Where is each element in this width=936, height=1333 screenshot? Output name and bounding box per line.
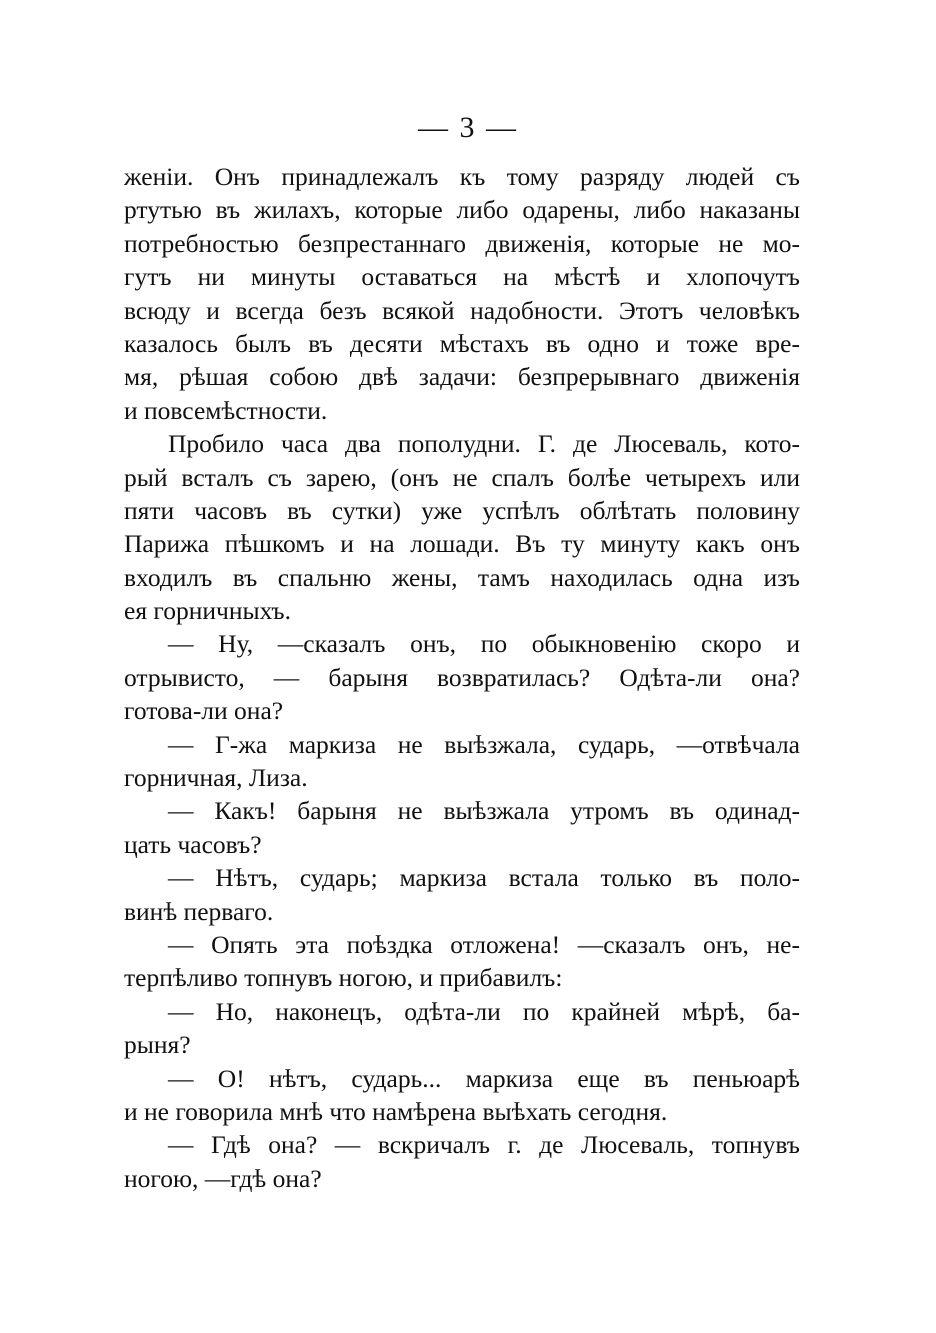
text-line: ногою, —гдѣ она? <box>124 1163 322 1193</box>
text-line: потребностью безпрестаннаго движенія, которые не мо- <box>124 228 800 258</box>
text-line: пяти часовъ въ сутки) уже успѣлъ облѣтать половину <box>124 495 800 525</box>
text-line: горничная, Лиза. <box>124 763 308 793</box>
body-text <box>124 160 800 1195</box>
text-line: винѣ перваго. <box>124 896 274 926</box>
text-line: и не говорила мнѣ что намѣрена выѣхать сегодня. <box>124 1096 668 1126</box>
text-line: — Ну, —сказалъ онъ, по обыкновенію скоро и <box>168 629 800 659</box>
text-line: — О! нѣтъ, сударь... маркиза еще въ пеньюарѣ <box>168 1063 800 1093</box>
text-line: казалось былъ въ десяти мѣстахъ въ одно и тоже вре- <box>124 328 800 358</box>
text-line: готова-ли она? <box>124 696 284 726</box>
text-line: рыня? <box>124 1030 191 1060</box>
text-line: рый всталъ съ зарею, (онъ не спалъ болѣе четырехъ или <box>124 462 800 492</box>
text-line: отрывисто, — барыня возвратилась? Одѣта-ли она? <box>124 662 800 692</box>
text-line: женіи. Онъ принадлежалъ къ тому разряду людей съ <box>124 162 800 191</box>
text-line: цать часовъ? <box>124 829 262 859</box>
text-line: всюду и всегда безъ всякой надобности. Этотъ человѣкъ <box>124 295 800 325</box>
text-line: Пробило часа два пополудни. Г. де Люсеваль, кото- <box>168 429 800 459</box>
text-line: терпѣливо топнувъ ногою, и прибавилъ: <box>124 963 563 993</box>
text-line: — Гдѣ она? — вскричалъ г. де Люсеваль, топнувъ <box>168 1130 800 1160</box>
text-line: — Г-жа маркиза не выѣзжала, сударь, —отвѣчала <box>168 729 800 759</box>
text-line: ея горничныхъ. <box>124 596 291 626</box>
text-line: ртутью въ жилахъ, которые либо одарены, либо наказаны <box>124 195 800 225</box>
text-line: — Но, наконецъ, одѣта-ли по крайней мѣрѣ, ба- <box>168 996 800 1026</box>
text-line: — Какъ! барыня не выѣзжала утромъ въ одинад- <box>168 796 800 826</box>
text-line: — Опять эта поѣздка отложена! —сказалъ онъ, не- <box>168 929 800 959</box>
page-number: — 3 — <box>418 111 518 144</box>
text-line: мя, рѣшая собою двѣ задачи: безпрерывнаго движенія <box>124 362 800 392</box>
text-line: входилъ въ спальню жены, тамъ находилась одна изъ <box>124 562 800 592</box>
text-line: гутъ ни минуты оставаться на мѣстѣ и хлопочутъ <box>124 262 800 292</box>
text-line: Парижа пѣшкомъ и на лошади. Въ ту минуту какъ онъ <box>124 529 800 559</box>
text-line: — Нѣтъ, сударь; маркиза встала только въ поло- <box>168 863 800 893</box>
text-line: и повсемѣстности. <box>124 395 328 425</box>
